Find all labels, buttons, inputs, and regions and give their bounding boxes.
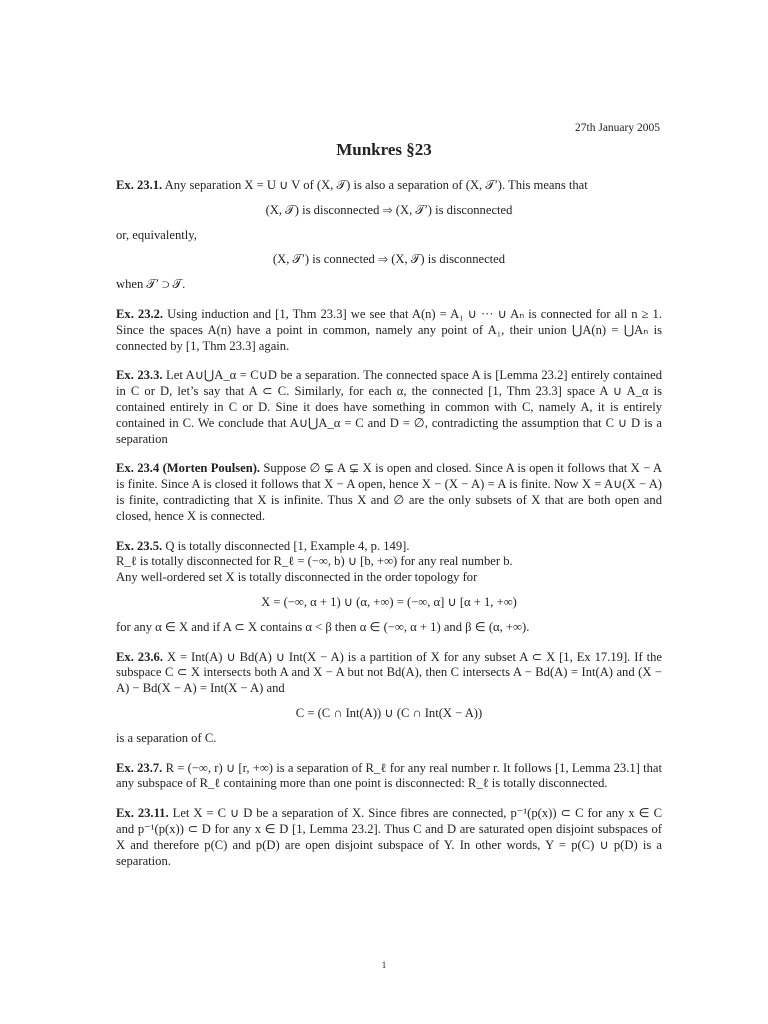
exercise-23-6 <box>116 650 662 747</box>
exercise-body: R = (−∞, r) ∪ [r, +∞) is a separation of R_ℓ for any real number r. It follows [1, Lemma 23.1] that any subspace of R_ℓ containing more than one point is disconnected: R_ℓ is totally disconnected. <box>116 760 662 791</box>
exercise-text <box>116 650 662 697</box>
exercise-text: is a separation of C. <box>116 730 217 745</box>
page-number: 1 <box>381 960 387 970</box>
exercise-label: Ex. 23.2. <box>116 306 164 321</box>
exercise-23-2 <box>116 307 662 354</box>
exercise-text <box>116 806 662 869</box>
exercise-body: X = Int(A) ∪ Bd(A) ∪ Int(X − A) is a partition of X for any subset A ⊂ X [1, Ex 17.19]. If the subspace C ⊂ X intersects both A and X − A but not Bd(A), then C intersects A − Bd(A) = Int(A) and (X − A) − Bd(X − A) = Int(X − A) and <box>116 649 662 696</box>
exercise-text: for any α ∈ X and if A ⊂ X contains α < β then α ∈ (−∞, α + 1) and β ∈ (α, +∞). <box>116 619 530 634</box>
exercise-text <box>116 178 662 194</box>
exercise-text: R_ℓ is totally disconnected for R_ℓ = (−∞, b) ∪ [b, +∞) for any real number b. <box>116 554 513 569</box>
exercise-23-1 <box>116 178 662 293</box>
exercise-body: Any separation X = U ∪ V of (X, 𝒯) is also a separation of (X, 𝒯′). This means that <box>164 178 588 192</box>
exercise-body: Using induction and [1, Thm 23.3] we see that A(n) = A₁ ∪ ··· ∪ Aₙ is connected for all n ≥ 1. Since the spaces A(n) have a point in common, namely any point of A₁, their union ⋃A(n) = ⋃Aₙ is connected by [1, Thm 23.3] again. <box>116 306 662 353</box>
exercise-label: Ex. 23.5. <box>116 538 163 553</box>
exercise-text: or, equivalently, <box>116 227 197 242</box>
exercise-label: Ex. 23.6. <box>116 649 163 664</box>
exercise-23-3 <box>116 368 662 447</box>
display-equation: (X, 𝒯′) is connected ⇒ (X, 𝒯) is disconnected <box>272 252 506 267</box>
exercise-text: when 𝒯′ ⊃ 𝒯. <box>116 277 186 292</box>
exercise-text <box>116 307 662 354</box>
exercise-text <box>116 539 662 555</box>
exercise-23-11 <box>116 806 662 869</box>
display-equation: (X, 𝒯) is disconnected ⇒ (X, 𝒯′) is disconnected <box>265 202 513 217</box>
document-body <box>116 178 662 883</box>
exercise-23-4 <box>116 461 662 524</box>
exercise-label: Ex. 23.4 (Morten Poulsen). <box>116 461 261 476</box>
exercise-23-7 <box>116 761 662 793</box>
page-title: Munkres §23 <box>336 140 432 159</box>
exercise-body: Q is totally disconnected [1, Example 4, p. 149]. <box>165 538 410 553</box>
display-equation: C = (C ∩ Int(A)) ∪ (C ∩ Int(X − A)) <box>295 705 483 720</box>
exercise-text <box>116 461 662 524</box>
exercise-text: Any well-ordered set X is totally disconnected in the order topology for <box>116 570 478 585</box>
exercise-body: Let X = C ∪ D be a separation of X. Since fibres are connected, p⁻¹(p(x)) ⊂ C for any x ∈ C and p⁻¹(p(x)) ⊂ D for any x ∈ D [1, Lemma 23.2]. Thus C and D are saturated open disjoint subspaces of X and therefore p(C) and p(D) are open disjoint subspace of Y. In other words, Y = p(C) ∪ p(D) is a separation. <box>116 806 662 868</box>
exercise-body: Let A∪⋃A_α = C∪D be a separation. The connected space A is [Lemma 23.2] entirely contained in C or D, let’s say that A ⊂ C. Similarly, for each α, the connected [1, Thm 23.3] space A ∪ A_α is contained entirely in C or D. Sine it does have something in common with C, namely A, it is entirely contained in C. We conclude that A∪⋃A_α = C and D = ∅, contradicting the assumption that C ∪ D is a separation <box>116 368 663 446</box>
exercise-label: Ex. 23.3. <box>116 368 163 383</box>
exercise-label: Ex. 23.1. <box>116 178 163 192</box>
display-equation: X = (−∞, α + 1) ∪ (α, +∞) = (−∞, α] ∪ [α + 1, +∞) <box>261 594 517 609</box>
exercise-label: Ex. 23.7. <box>116 760 163 775</box>
exercise-text <box>116 368 662 447</box>
date: 27th January 2005 <box>575 122 660 134</box>
exercise-text <box>116 761 662 793</box>
exercise-label: Ex. 23.11. <box>116 806 169 821</box>
exercise-body: Suppose ∅ ⊊ A ⊊ X is open and closed. Since A is open it follows that X − A is finite. Since A is closed it follows that X − A open, hence X − (X − A) = A is finite. Now X = A∪(X − A) is finite, contradicting that X is infinite. Thus X and ∅ are the only subsets of X that are both open and closed, hence X is connected. <box>116 461 662 523</box>
exercise-23-5 <box>116 539 662 636</box>
